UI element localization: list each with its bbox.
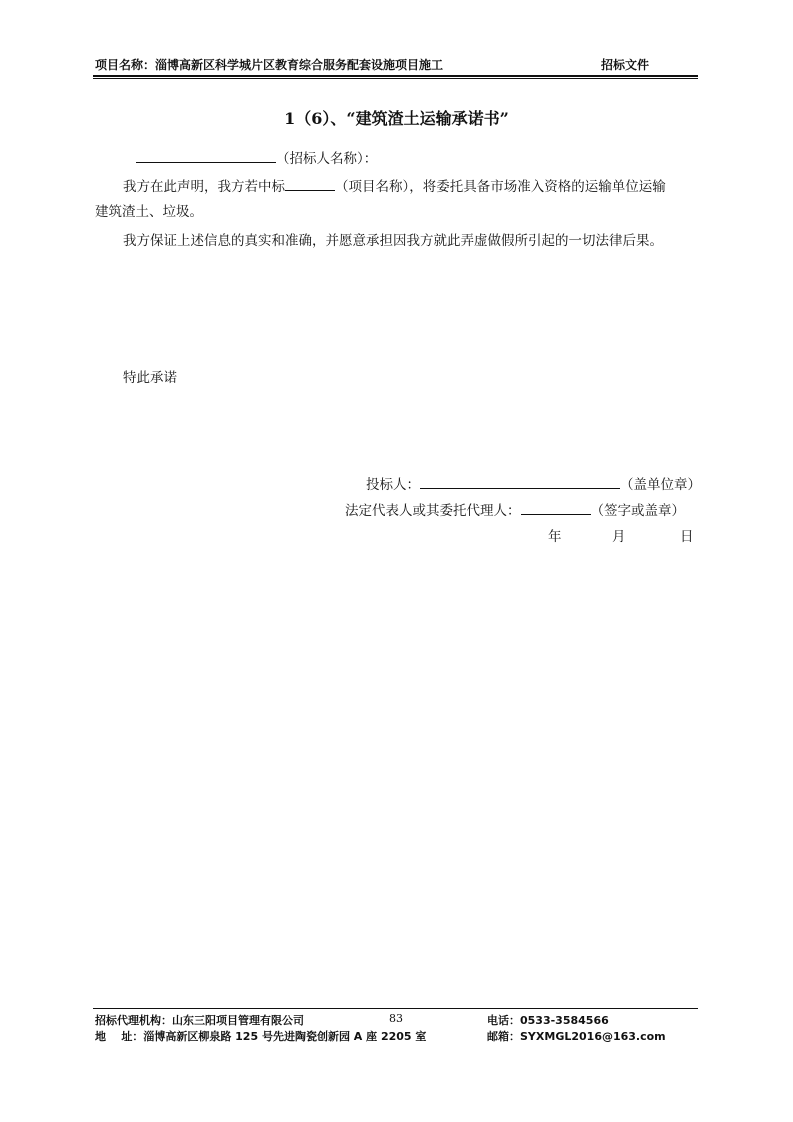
date-month-label: 月 <box>612 529 626 545</box>
footer-divider <box>93 1008 698 1009</box>
representative-suffix: （签字或盖章） <box>590 503 685 519</box>
header-divider <box>93 75 698 77</box>
declaration-post: （项目名称），将委托具备市场准入资格的运输单位运输 <box>335 179 666 195</box>
footer-address: 地 址：淄博高新区柳泉路 125 号先进陶瓷创新园 A 座 2205 室 <box>95 1030 427 1043</box>
date-day-label: 日 <box>680 529 694 545</box>
date-year-label: 年 <box>548 529 562 545</box>
footer-email: 邮箱：SYXMGL2016@163.com <box>487 1030 666 1043</box>
document-title: 1（6）、“建筑渣土运输承诺书” <box>284 109 509 128</box>
project-name-blank <box>285 176 335 191</box>
representative-blank <box>521 500 591 515</box>
addressee-line <box>136 148 377 169</box>
closing-statement: 特此承诺 <box>123 370 177 386</box>
bidder-blank <box>420 474 620 489</box>
header-document-type: 招标文件 <box>601 58 650 72</box>
header-divider-thin <box>93 78 698 79</box>
declaration-continuation: 建筑渣土、垃圾。 <box>95 204 203 220</box>
addressee-blank <box>136 148 276 163</box>
header-project-name: 项目名称：淄博高新区科学城片区教育综合服务配套设施项目施工 <box>95 58 444 72</box>
representative-label: 法定代表人或其委托代理人： <box>345 503 521 519</box>
bidder-signature-line <box>366 474 701 495</box>
guarantee-paragraph: 我方保证上述信息的真实和准确，并愿意承担因我方就此弄虚做假所引起的一切法律后果。 <box>123 233 663 249</box>
bidder-suffix: （盖单位章） <box>620 477 701 493</box>
page-number: 83 <box>389 1012 403 1025</box>
bidder-label: 投标人： <box>366 477 420 493</box>
declaration-line <box>123 176 666 197</box>
footer-agency: 招标代理机构：山东三阳项目管理有限公司 <box>95 1014 304 1027</box>
addressee-suffix: （招标人名称）： <box>276 151 378 167</box>
footer-phone: 电话：0533-3584566 <box>487 1014 609 1027</box>
declaration-pre: 我方在此声明，我方若中标 <box>123 179 285 195</box>
representative-signature-line <box>345 500 685 521</box>
